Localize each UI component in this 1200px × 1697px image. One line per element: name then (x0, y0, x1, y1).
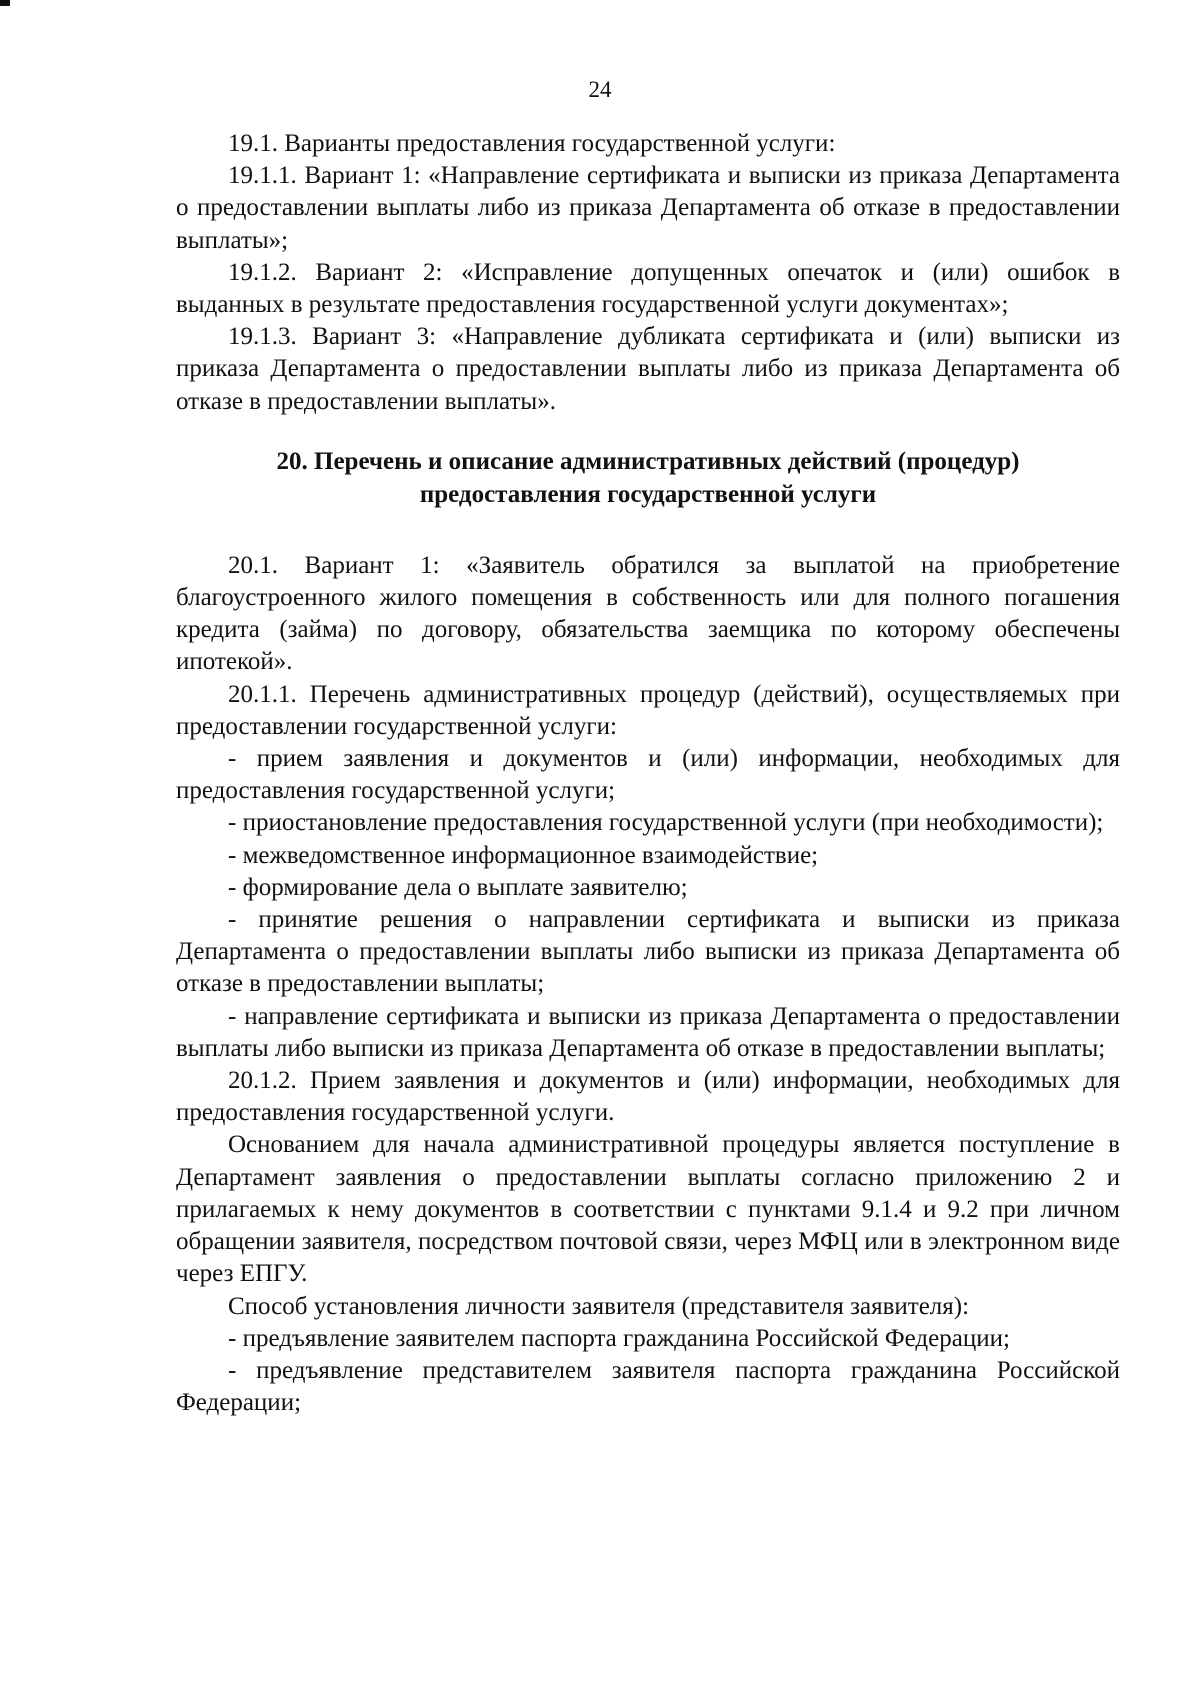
list-item-passport-applicant: - предъявление заявителем паспорта гражданина Российской Федерации; (228, 1324, 1010, 1352)
clause-19-1-3: 19.1.3. Вариант 3: «Направление дубликата сертификата и (или) выписки из приказа Департамента о предоставлении выплаты либо из приказа Департамента об отказе в предоставлении выплаты». (176, 323, 1120, 415)
list-item-sending: - направление сертификата и выписки из приказа Департамента о предоставлении выплаты либо выписки из приказа Департамента об отказе в предоставлении выплаты; (176, 1002, 1120, 1062)
list-item-reception: - прием заявления и документов и (или) информации, необходимых для предоставления государственной услуги; (176, 745, 1120, 805)
list-item-interagency: - межведомственное информационное взаимодействие; (228, 841, 819, 869)
list-item-suspension: - приостановление предоставления государственной услуги (при необходимости); (228, 809, 1104, 837)
clause-20-1-2: 20.1.2. Прием заявления и документов и (или) информации, необходимых для предоставления государственной услуги. (176, 1067, 1120, 1127)
clause-19-1: 19.1. Варианты предоставления государственной услуги: (228, 130, 836, 157)
paragraph-basis: Основанием для начала административной процедуры является поступление в Департамент заявления о предоставлении выплаты согласно приложению 2 и прилагаемых к нему документов в соответствии с пунктами 9.1.4 и 9.2 при личном обращении заявителя, посредством почтовой связи, через МФЦ или в электронном виде через ЕПГУ. (176, 1131, 1120, 1288)
list-item-case-formation: - формирование дела о выплате заявителю; (228, 873, 688, 901)
page-number: 24 (588, 77, 612, 102)
paragraph-identity-method: Способ установления личности заявителя (представителя заявителя): (228, 1292, 970, 1320)
clause-20-1: 20.1. Вариант 1: «Заявитель обратился за выплатой на приобретение благоустроенного жилого помещения в собственность или для полного погашения кредита (займа) по договору, обязательства заемщика по которому обеспечены ипотекой». (176, 551, 1120, 676)
section-20-heading (176, 445, 1120, 511)
section-20-heading-line-1: 20. Перечень и описание административных действий (процедур) (276, 447, 1020, 475)
clause-19-1-1: 19.1.1. Вариант 1: «Направление сертификата и выписки из приказа Департамента о предоставлении выплаты либо из приказа Департамента об отказе в предоставлении выплаты»; (176, 162, 1120, 254)
clause-19-1-2: 19.1.2. Вариант 2: «Исправление допущенных опечаток и (или) ошибок в выданных в результате предоставления государственной услуги документах»; (176, 258, 1120, 319)
clause-20-1-1: 20.1.1. Перечень административных процедур (действий), осуществляемых при предоставлении государственной услуги: (176, 680, 1120, 740)
document-body (176, 128, 1120, 1419)
scan-artifact-mark (0, 0, 10, 6)
list-item-passport-representative: - предъявление представителем заявителя паспорта гражданина Российской Федерации; (176, 1356, 1120, 1417)
section-20-heading-line-2: предоставления государственной услуги (419, 480, 877, 508)
list-item-decision: - принятие решения о направлении сертификата и выписки из приказа Департамента о предоставлении выплаты либо выписки из приказа Департамента об отказе в предоставлении выплаты; (176, 906, 1120, 998)
